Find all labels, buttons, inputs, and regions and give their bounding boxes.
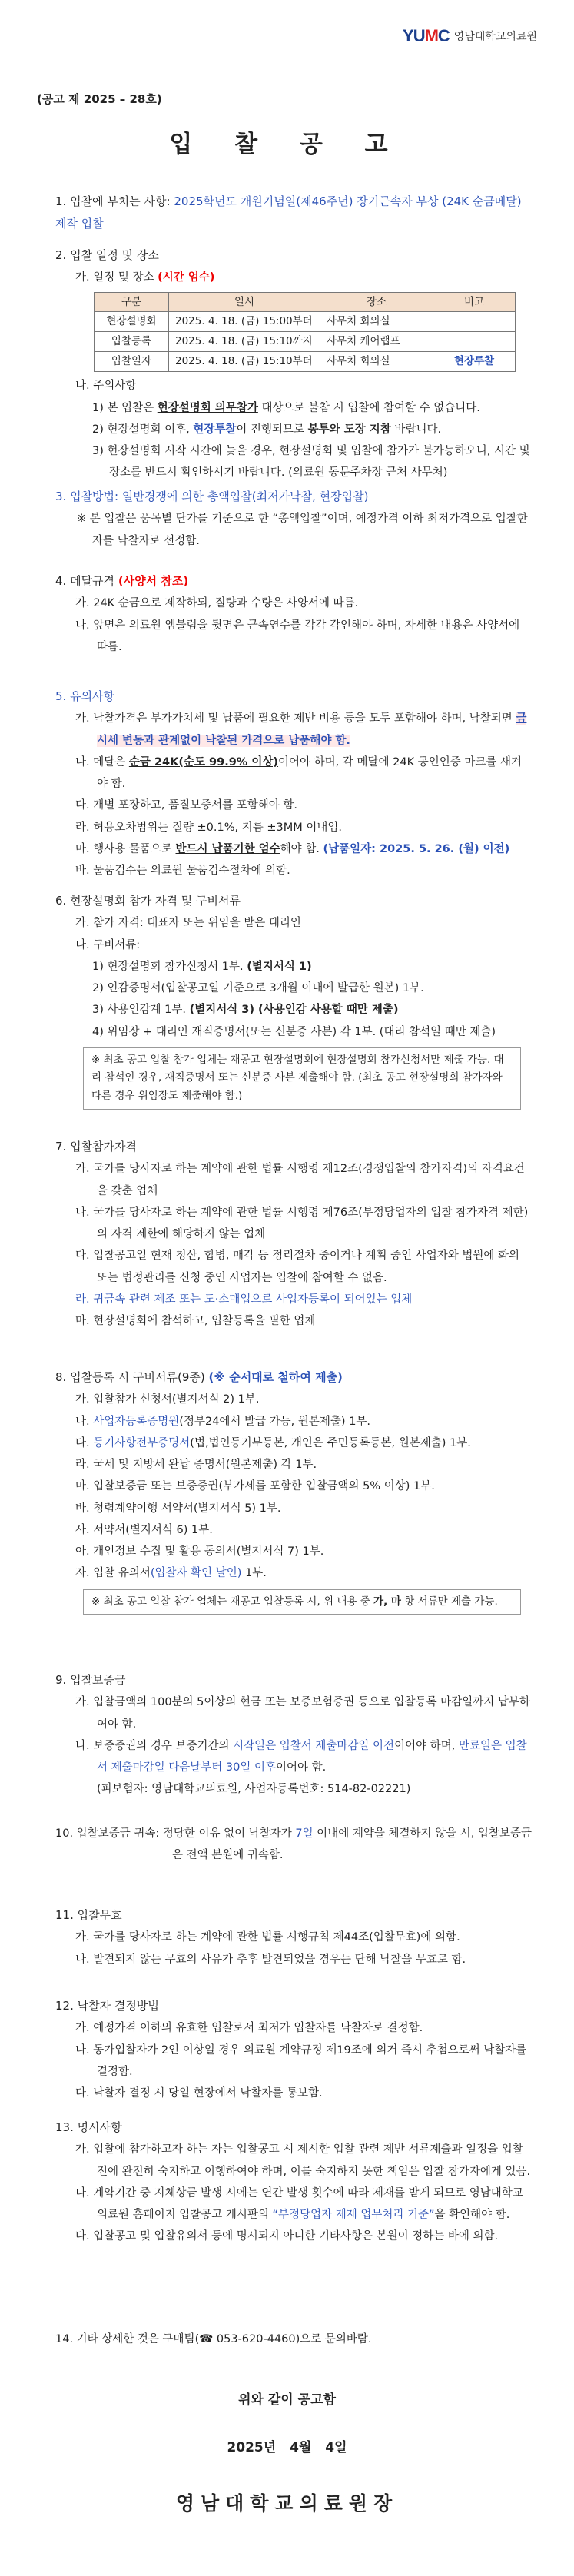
table-cell: 현장설명회 [95, 312, 169, 332]
schedule-label: 가. 일정 및 장소 [75, 271, 158, 284]
section-13-na-ref: “부정당업자 제재 업무처리 기준” [272, 2209, 435, 2222]
table-header: 비고 [433, 292, 516, 312]
section-10-days: 7일 [295, 1827, 314, 1840]
section-6-ga: 가. 참가 자격: 대표자 또는 위임을 받은 대리인 [75, 917, 301, 930]
doc-3: 3) 사용인감계 1부. [92, 1004, 190, 1017]
section-8-note-box: ※ 최초 공고 입찰 참가 업체는 재공고 입찰등록 시, 위 내용 중 [91, 1595, 374, 1608]
section-7-heading: 7. 입찰참가자격 [55, 1140, 138, 1154]
section-4-heading: 4. 메달규격 [55, 574, 118, 588]
section-4-na: 나. 앞면은 의료원 엠블럼을 뒷면은 근속연수를 각각 각인해야 하며, 자세한 내용은 사양서에 따름. [75, 619, 520, 653]
caution-heading: 나. 주의사항 [75, 380, 137, 393]
section-9-na-rest: 이어야 함. [275, 1761, 327, 1774]
table-header: 일시 [169, 292, 320, 312]
section-8-heading-note: (※ 순서대로 철하여 제출) [208, 1370, 343, 1384]
section-9-na-mid: 이어야 하며, [394, 1739, 459, 1752]
section-8-na-rest: (정부24에서 발급 가능, 원본제출) 1부. [179, 1415, 371, 1428]
table-cell: 사무처 회의실 [320, 352, 433, 372]
section-5-ga-emphasis: 금 시세 변동과 관계없이 낙찰된 가격으로 납품해야 함. [97, 712, 527, 747]
doc-4: 4) 위임장 + 대리인 재직증명서(또는 신분증 사본) 각 1부. (대리 참석일 때만 제출) [92, 1025, 496, 1038]
section-5-ma: 마. 행사용 물품으로 [75, 842, 176, 855]
section-8-ja-rest: 1부. [241, 1567, 267, 1580]
section-14 [55, 2329, 532, 2350]
table-cell: 사무처 케어랩프 [320, 332, 433, 352]
section-8-ga: 가. 입찰참가 신청서(별지서식 2) 1부. [75, 1393, 260, 1406]
section-9-insured: (피보험자: 영남대학교의료원, 사업자등록번호: 514-82-02221) [97, 1783, 411, 1796]
table-row [95, 352, 516, 372]
section-12-da: 다. 낙찰자 결정 시 당일 현장에서 낙찰자를 통보함. [75, 2087, 323, 2100]
section-10-text: 10. 입찰보증금 귀속: 정당한 이유 없이 낙찰자가 [55, 1827, 296, 1840]
closing-month: 4월 [290, 2440, 312, 2455]
section-2-heading: 2. 입찰 일정 및 장소 [55, 248, 159, 262]
caution-2-mid: 이 진행되므로 [236, 423, 308, 436]
section-5-ra: 라. 허용오차범위는 질량 ±0.1%, 지름 ±3MM 이내임. [75, 821, 342, 834]
doc-2: 2) 인감증명서(입찰공고일 기준으로 3개월 이내에 발급한 원본) 1부. [92, 982, 424, 995]
doc-1: 1) 현장설명회 참가신청서 1부. [92, 960, 247, 973]
section-8-da-doc: 등기사항전부증명서 [93, 1436, 191, 1449]
section-8-note-items: 가, 마 [373, 1595, 401, 1608]
section-10-rest: 이내에 계약을 체결하지 않을 시, 입찰보증금은 전액 본원에 귀속함. [172, 1827, 532, 1862]
section-9-na-end: 만료일은 입찰서 제출마감일 다음날부터 30일 이후 [97, 1739, 527, 1774]
section-8-ja: 자. 입찰 유의서 [75, 1567, 151, 1580]
section-13-da: 다. 입찰공고 및 입찰유의서 등에 명시되지 아니한 기타사항은 본원이 정하는 바에 의함. [75, 2230, 499, 2243]
section-3-note: ※ 본 입찰은 품목별 단가를 기준으로 한 “총액입찰”이며, 예정가격 이하 최저가격으로 입찰한 자를 낙찰자로 선정함. [77, 513, 528, 547]
section-9-na: 나. 보증증권의 경우 보증기간의 [75, 1739, 234, 1752]
section-9-ga: 가. 입찰금액의 100분의 5이상의 현금 또는 보증보험증권 등으로 입찰등록 마감일까지 납부하여야 함. [75, 1696, 530, 1731]
section-3 [55, 486, 532, 552]
section-7-da: 다. 입찰공고일 현재 청산, 합병, 매각 등 정리절차 중이거나 계획 중인 사업자와 법원에 화의 또는 법정관리를 신청 중인 사업자는 입찰에 참여할 수 없음. [75, 1250, 519, 1284]
section-8-ma: 마. 입찰보증금 또는 보증증권(부가세를 포함한 입찰금액의 5% 이상) 1부. [75, 1480, 435, 1493]
section-12 [55, 1995, 532, 2104]
section-5-ga: 가. 낙찰가격은 부가가치세 및 납품에 필요한 제반 비용 등을 모두 포함해야 하며, 낙찰되면 [75, 712, 516, 725]
caution-2-rest: 바랍니다. [390, 423, 442, 436]
section-5 [55, 685, 532, 881]
table-cell: 입찰일자 [95, 352, 169, 372]
section-5-heading: 5. 유의사항 [55, 689, 115, 703]
section-8-na-doc: 사업자등록증명원 [93, 1415, 180, 1428]
page-title: 입 찰 공 고 [169, 131, 405, 158]
section-8-na: 나. [75, 1415, 94, 1428]
section-9 [55, 1669, 532, 1801]
hospital-name: 영남대학교의료원 [453, 31, 537, 43]
caution-1: 1) 본 입찰은 [92, 401, 158, 414]
caution-3: 3) 현장설명회 시작 시간에 늦을 경우, 현장설명회 및 입찰에 참가가 불가능하오니, 시간 및 장소를 반드시 확인하시기 바랍니다. (의료원 동문주차장 근처 사무처) [92, 445, 530, 480]
section-8-ra: 라. 국세 및 지방세 완납 증명서(원본제출) 각 1부. [75, 1459, 317, 1472]
section-8-ja-note: (입찰자 확인 날인) [150, 1567, 242, 1580]
caution-2-emphasis: 현장투찰 [193, 423, 237, 436]
section-9-heading: 9. 입찰보증금 [55, 1673, 126, 1687]
table-cell: 2025. 4. 18. (금) 15:10까지 [169, 332, 320, 352]
section-7-ga: 가. 국가를 당사자로 하는 계약에 관한 법률 시행령 제12조(경쟁입찰의 참가자격)의 자격요건을 갖춘 업체 [75, 1163, 525, 1197]
section-5-ma-emphasis: 반드시 납품기한 엄수 [175, 842, 280, 855]
section-6-note-box: ※ 최초 공고 입찰 참가 업체는 재공고 현장설명회에 현장설명회 참가신청서만 제출 가능. 대리 참석인 경우, 재직증명서 또는 신분증 사본 제출해야 함. (최초 공고 현장설명회 참가자와 다른 경우 위임장도 제출해야 함.) [83, 1047, 521, 1110]
section-13-ga: 가. 입찰에 참가하고자 하는 자는 입찰공고 시 제시한 입찰 관련 제반 서류제출과 일정을 입찰 전에 완전히 숙지하고 이행하여야 하며, 이를 숙지하지 못한 책임은 입찰 참가자에게 있음. [75, 2143, 531, 2178]
section-5-ma-mid: 해야 함. [280, 842, 323, 855]
table-cell: 입찰등록 [95, 332, 169, 352]
section-5-na-rest: 이어야 하며, 각 메달에 24K 공인인증 마크를 새겨야 함. [97, 755, 522, 791]
doc-1-form: (별지서식 1) [247, 960, 312, 973]
section-11-heading: 11. 입찰무효 [55, 1908, 122, 1922]
section-1-value: 2025학년도 개원기념일(제46주년) 장기근속자 부상 (24K 순금메달) 제작 입찰 [55, 194, 522, 231]
table-cell [433, 332, 516, 352]
section-12-ga: 가. 예정가격 이하의 유효한 입찰로서 최저가 입찰자를 낙찰자로 결정함. [75, 2022, 423, 2035]
table-header: 구분 [95, 292, 169, 312]
section-12-heading: 12. 낙찰자 결정방법 [55, 1999, 159, 2013]
section-11 [55, 1904, 532, 1970]
section-2 [55, 244, 532, 484]
section-8-da-rest: (법,법인등기부등본, 개인은 주민등록등본, 원본제출) 1부. [190, 1436, 471, 1449]
section-4-ga: 가. 24K 순금으로 제작하되, 질량과 수량은 사양서에 따름. [75, 597, 359, 610]
section-12-na: 나. 동가입찰자가 2인 이상일 경우 의료원 계약규정 제19조에 의거 즉시 추첨으로써 낙찰자를 결정함. [75, 2043, 527, 2078]
caution-2-bring: 봉투와 도장 지참 [307, 423, 391, 436]
section-8-da: 다. [75, 1436, 94, 1449]
section-13-na-rest: 을 확인해야 함. [434, 2209, 510, 2222]
section-5-da: 다. 개별 포장하고, 품질보증서를 포함해야 함. [75, 799, 297, 812]
section-4-ref: (사양서 참조) [118, 574, 189, 588]
schedule-table [94, 292, 516, 373]
section-1 [55, 191, 532, 236]
section-4 [55, 570, 532, 658]
table-cell: 2025. 4. 18. (금) 15:00부터 [169, 312, 320, 332]
schedule-note: (시간 엄수) [158, 271, 215, 284]
section-8-heading: 8. 입찰등록 시 구비서류(9종) [55, 1370, 209, 1384]
closing-statement: 위와 같이 공고함 [238, 2392, 336, 2408]
section-5-na-emphasis: 순금 24K(순도 99.9% 이상) [128, 755, 279, 768]
doc-3-form: (별지서식 3) (사용인감 사용할 때만 제출) [189, 1004, 399, 1017]
section-6 [55, 890, 532, 1114]
section-9-na-start: 시작일은 입찰서 제출마감일 이전 [233, 1739, 395, 1752]
yumc-logo-mark: YUMC [403, 26, 450, 45]
table-cell [433, 312, 516, 332]
section-13-heading: 13. 명시사항 [55, 2120, 122, 2134]
section-5-ma-date: (납품일자: 2025. 5. 26. (월) 이전) [323, 842, 510, 855]
section-3-heading: 3. 입찰방법: 일반경쟁에 의한 총액입찰(최저가낙찰, 현장입찰) [55, 490, 369, 503]
section-14-text: 14. 기타 상세한 것은 구매팀(☎ 053-620-4460)으로 문의바람. [55, 2333, 372, 2345]
section-7 [55, 1136, 532, 1332]
section-7-ra: 라. 귀금속 관련 제조 또는 도·소매업으로 사업자등록이 되어있는 업체 [75, 1293, 413, 1306]
closing-signer: 영남대학교의료원장 [175, 2492, 399, 2515]
section-8 [55, 1366, 532, 1619]
section-5-na: 나. 메달은 [75, 755, 129, 768]
notice-number: (공고 제 2025 – 28호) [37, 92, 162, 106]
table-cell: 현장투찰 [433, 352, 516, 372]
closing-date [0, 2436, 574, 2455]
section-7-na: 나. 국가를 당사자로 하는 계약에 관한 법률 시행령 제76조(부정당업자의 입찰 참가자격 제한)의 자격 제한에 해당하지 않는 업체 [75, 1206, 529, 1241]
header-logo [403, 26, 537, 46]
caution-1-emphasis: 현장설명회 의무참가 [157, 401, 258, 414]
table-header: 장소 [320, 292, 433, 312]
section-1-label: 1. 입찰에 부치는 사항: [55, 194, 174, 208]
section-8-note-rest: 항 서류만 제출 가능. [400, 1595, 498, 1608]
table-cell: 사무처 회의실 [320, 312, 433, 332]
section-7-ma: 마. 현장설명회에 참석하고, 입찰등록을 필한 업체 [75, 1315, 316, 1328]
section-13 [55, 2116, 532, 2248]
section-11-na: 나. 발견되지 않는 무효의 사유가 추후 발견되었을 경우는 단해 낙찰을 무효로 함. [75, 1953, 466, 1966]
table-row [95, 312, 516, 332]
section-8-ba: 바. 청렴계약이행 서약서(별지서식 5) 1부. [75, 1502, 281, 1515]
section-6-na: 나. 구비서류: [75, 938, 141, 951]
closing-year: 2025년 [227, 2440, 277, 2455]
section-8-sa: 사. 서약서(별지서식 6) 1부. [75, 1523, 213, 1536]
section-8-aa: 아. 개인정보 수집 및 활용 동의서(별지서식 7) 1부. [75, 1545, 324, 1559]
section-5-ba: 바. 물품검수는 의료원 물품검수절차에 의함. [75, 865, 290, 878]
section-13-na: 나. 계약기간 중 지체상금 발생 시에는 연간 발생 횟수에 따라 제재를 받게 되므로 영남대학교 의료원 홈페이지 입찰공고 게시판의 [75, 2186, 523, 2222]
section-11-ga: 가. 국가를 당사자로 하는 계약에 관한 법률 시행규칙 제44조(입찰무효)에 의함. [75, 1931, 460, 1944]
section-6-heading: 6. 현장설명회 참가 자격 및 구비서류 [55, 894, 241, 908]
caution-2: 2) 현장설명회 이후, [92, 423, 194, 436]
table-row [95, 332, 516, 352]
section-10 [55, 1823, 532, 1867]
closing-day: 4일 [325, 2440, 347, 2455]
caution-1-rest: 대상으로 불참 시 입찰에 참여할 수 없습니다. [257, 401, 480, 414]
table-cell: 2025. 4. 18. (금) 15:10부터 [169, 352, 320, 372]
